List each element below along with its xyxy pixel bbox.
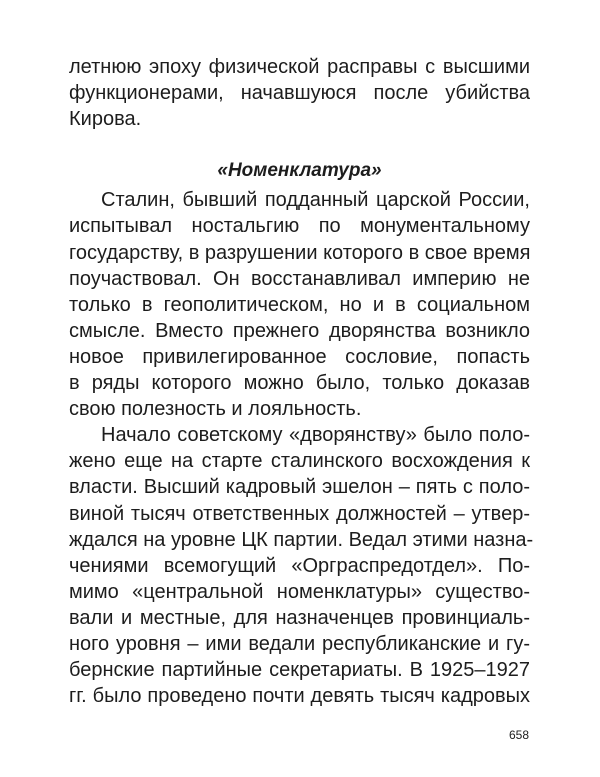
text-line: Сталин, бывший подданный царской России, [101, 189, 530, 212]
paragraph-2 [69, 422, 534, 709]
text-line: бернские партийные секретариаты. В 1925–1927 [69, 659, 530, 682]
text-line: поучаствовал. Он восстанавливал империю не [69, 267, 530, 290]
text-line: мимо «центральной номенклатуры» существо- [69, 580, 530, 603]
page-number: 658 [509, 728, 530, 742]
text-line: власти. Высший кадровый эшелон – пять с поло- [69, 476, 530, 499]
text-line: смысле. Вместо прежнего дворянства возникло [69, 319, 530, 342]
text-line: новое привилегированное сословие, попасть [69, 345, 530, 368]
book-page [69, 54, 534, 709]
text-line: в ряды которого можно было, только доказав [69, 372, 530, 395]
intro-paragraph [69, 54, 530, 132]
paragraph-1 [69, 187, 530, 422]
text-line: только в геополитическом, но и в социальном [69, 293, 530, 316]
text-line: свою полезность и лояльность. [69, 398, 362, 421]
text-line: функционерами, начавшуюся после убийства [69, 82, 530, 105]
text-line: Кирова. [69, 108, 142, 131]
text-line: гг. было проведено почти девять тысяч кадровых [69, 685, 530, 708]
text-line: ного уровня – ими ведали республиканские и гу- [69, 632, 530, 655]
text-line: виной тысяч ответственных должностей – утвер- [69, 502, 530, 525]
text-line: испытывал ностальгию по монументальному [69, 215, 530, 238]
section-heading: «Номенклатура» [217, 160, 382, 182]
text-line: вали и местные, для назначенцев провинциаль- [69, 606, 530, 629]
text-line: летнюю эпоху физической расправы с высшими [69, 56, 530, 78]
text-line: государству, в разрушении которого в свое время [69, 241, 531, 264]
text-line: чениями всемогущий «Орграспредотдел». По- [69, 554, 530, 577]
text-line: ждался на уровне ЦК партии. Ведал этими назна- [69, 528, 534, 551]
text-line: жено еще на старте сталинского восхождения к [69, 450, 530, 473]
text-line: Начало советскому «дворянству» было поло- [101, 424, 530, 447]
